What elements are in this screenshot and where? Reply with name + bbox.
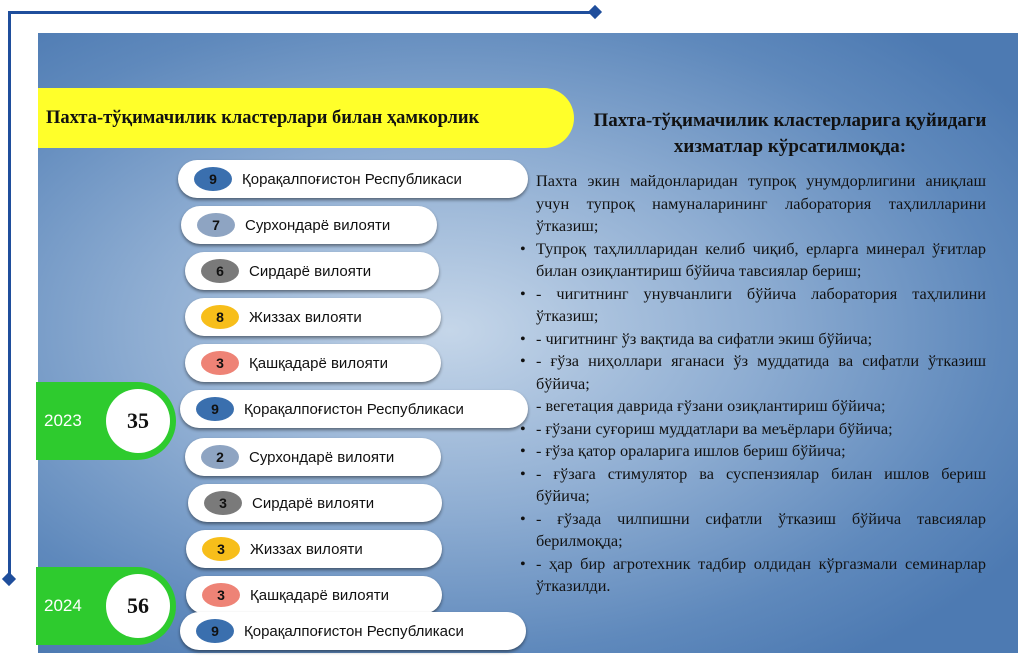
year-box-2024 xyxy=(36,567,176,645)
services-heading: Пахта-тўқимачилик кластерларига қуйидаги хизматлар кўрсатилмоқда: xyxy=(593,110,987,157)
region-count-badge: 9 xyxy=(194,167,232,191)
service-item: • - вегетация даврида ғўзани озиқлантириш бўйича; xyxy=(520,395,986,418)
services-list xyxy=(520,170,986,598)
region-pill xyxy=(186,530,442,568)
region-count-badge: 8 xyxy=(201,305,239,329)
region-name: Сирдарё вилояти xyxy=(252,494,375,512)
region-name: Сирдарё вилояти xyxy=(249,262,372,280)
region-count-badge: 2 xyxy=(201,445,239,469)
service-item: • - ғўзага стимулятор ва суспензиялар билан ишлов бериш бўйича; xyxy=(520,463,986,508)
region-name: Сурхондарё вилояти xyxy=(245,216,391,234)
region-count-badge: 3 xyxy=(202,583,240,607)
region-name: Қорақалпоғистон Республикаси xyxy=(244,622,464,640)
service-item: • - ғўза қатор ораларига ишлов бериш бўйича; xyxy=(520,440,986,463)
frame-left-line xyxy=(8,11,11,581)
frame-diamond-bottom xyxy=(2,572,16,586)
service-item: • - ғўза ниҳоллари яганаси ўз муддатида ва сифатли ўтказиш бўйича; xyxy=(520,350,986,395)
region-count-badge: 3 xyxy=(201,351,239,375)
service-item: • - чигитнинг унувчанлиги бўйича лаборатория таҳлилини ўтказиш; xyxy=(520,283,986,328)
year-label: 2023 xyxy=(44,411,82,430)
frame-diamond-top xyxy=(588,5,602,19)
region-count-badge: 9 xyxy=(196,619,234,643)
frame-top-line xyxy=(8,11,596,14)
region-count-badge: 3 xyxy=(204,491,242,515)
region-pill xyxy=(180,390,528,428)
title-banner xyxy=(38,88,574,148)
region-count-badge: 6 xyxy=(201,259,239,283)
region-pill xyxy=(185,438,441,476)
region-name: Қашқадарё вилояти xyxy=(250,586,389,604)
region-name: Жиззах вилояти xyxy=(250,540,363,558)
page-title: Пахта-тўқимачилик кластерлари билан ҳамкорлик xyxy=(46,107,480,128)
service-item: • - чигитнинг ўз вақтида ва сифатли экиш бўйича; xyxy=(520,328,986,351)
region-name: Жиззах вилояти xyxy=(249,308,362,326)
region-pill xyxy=(180,612,526,650)
service-item: • Тупроқ таҳлилларидан келиб чиқиб, ерларга минерал ўғитлар билан озиқлантириш бўйича тавсиялар бериш; xyxy=(520,238,986,283)
region-pill xyxy=(185,344,441,382)
region-pill xyxy=(181,206,437,244)
region-count-badge: 3 xyxy=(202,537,240,561)
year-total-circle: 35 xyxy=(106,389,170,453)
service-item: • Пахта экин майдонларидан тупроқ унумдорлигини аниқлаш учун тупроқ намуналарининг лаборатория таҳлилларини ўтказиш; xyxy=(520,170,986,238)
region-pill xyxy=(185,298,441,336)
region-pill xyxy=(188,484,442,522)
region-name: Қорақалпоғистон Республикаси xyxy=(244,400,464,418)
service-item: • - ҳар бир агротехник тадбир олдидан кўргазмали семинарлар ўтказилди. xyxy=(520,553,986,598)
service-item: • - ғўзада чилпишни сифатли ўтказиш бўйича тавсиялар берилмоқда; xyxy=(520,508,986,553)
region-pill xyxy=(186,576,442,614)
region-name: Қорақалпоғистон Республикаси xyxy=(242,170,462,188)
region-pill xyxy=(185,252,439,290)
service-item: • - ғўзани суғориш муддатлари ва меъёрлари бўйича; xyxy=(520,418,986,441)
year-box-2023 xyxy=(36,382,176,460)
region-name: Қашқадарё вилояти xyxy=(249,354,388,372)
year-total-circle: 56 xyxy=(106,574,170,638)
year-label: 2024 xyxy=(44,596,82,615)
region-pill xyxy=(178,160,528,198)
region-count-badge: 9 xyxy=(196,397,234,421)
region-name: Сурхондарё вилояти xyxy=(249,448,395,466)
region-count-badge: 7 xyxy=(197,213,235,237)
